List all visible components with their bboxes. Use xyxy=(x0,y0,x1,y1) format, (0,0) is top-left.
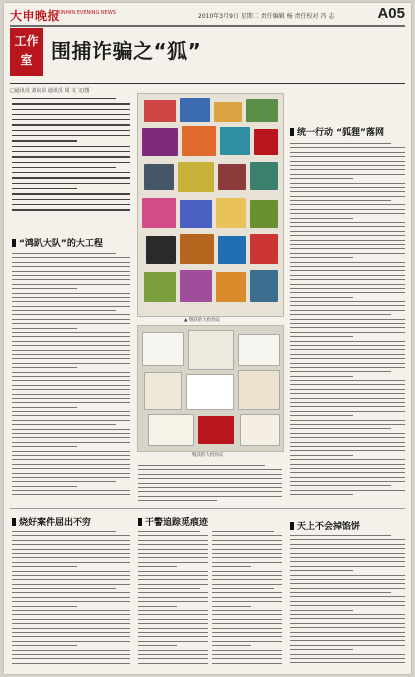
headline-rule xyxy=(10,83,405,84)
article-text-col-4b xyxy=(290,535,405,669)
newspaper-page xyxy=(4,3,411,674)
page-number: A05 xyxy=(377,5,405,22)
subhead-1: “鸿趴大队”的大工程 xyxy=(12,236,103,249)
article-text-col-2 xyxy=(138,531,208,669)
photo-2-caption: 缴获的大批伪证 xyxy=(192,453,224,458)
photo-1-caption: ▲ 缴获的大批伪证 xyxy=(184,318,221,323)
byline: □通讯员 刘东东 通讯员 周 文 文/图 xyxy=(10,88,90,94)
subhead-2: 统一行动 “狐狸”落网 xyxy=(290,125,384,138)
section-label-line-1: 工作 xyxy=(14,34,39,48)
headline: 围捕诈骗之“狐” xyxy=(51,39,202,63)
newspaper-logo-subtitle: XINMIN EVENING NEWS xyxy=(57,10,116,16)
subhead-5: 天上不会掉馅饼 xyxy=(290,519,360,532)
column-divider-bottom xyxy=(10,508,405,509)
article-text-col-4 xyxy=(290,143,405,501)
page-header xyxy=(10,5,405,27)
dateline: 2010年3月9日 星期二 责任编辑 杨 责任校对 冯 志 xyxy=(198,13,335,20)
subhead-4: 干警追踪觅痕迹 xyxy=(138,515,208,528)
article-text-col-3 xyxy=(212,531,282,669)
subhead-3: 烧好案件屈出不穷 xyxy=(12,515,91,528)
article-text-col-1 xyxy=(12,253,130,501)
seized-documents-photo xyxy=(137,325,284,452)
section-badge xyxy=(10,28,43,76)
lede-paragraph xyxy=(12,98,130,218)
section-label-line-2: 室 xyxy=(20,53,33,67)
seized-certificates-photo xyxy=(137,93,284,317)
article-text-col-1b xyxy=(12,531,130,669)
newspaper-logo: 大申晚报 xyxy=(10,9,61,23)
article-text-col-2a xyxy=(138,465,282,507)
